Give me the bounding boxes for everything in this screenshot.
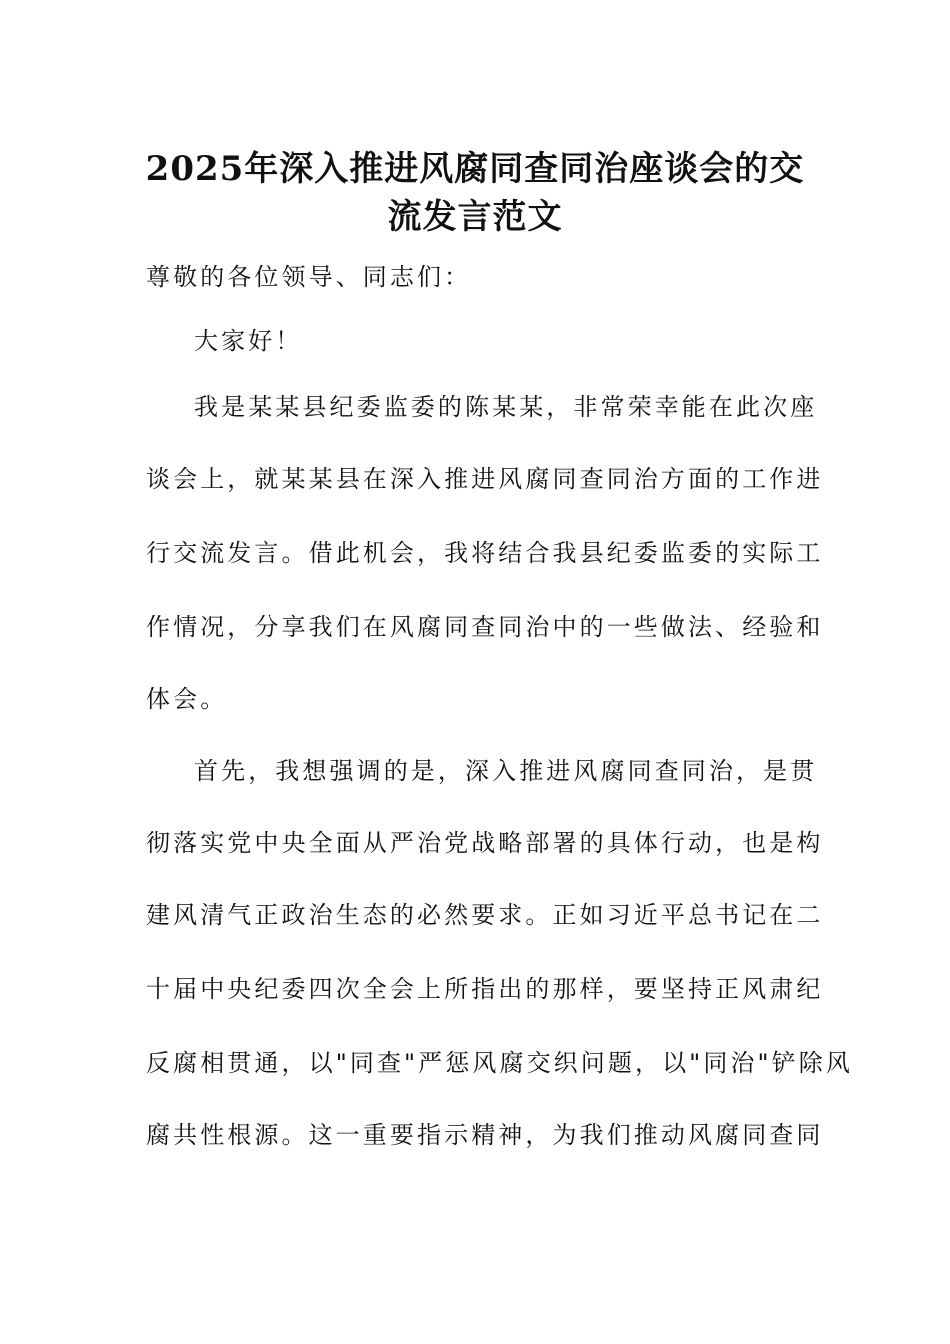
paragraph-1-line-1: 我是某某县纪委监委的陈某某，非常荣幸能在此次座 [194,393,818,421]
document-title-line-2: 流发言范文 [387,197,563,237]
paragraph-2-line-6: 腐共性根源。这一重要指示精神，为我们推动风腐同查同 [146,1121,824,1149]
paragraph-2-line-2: 彻落实党中央全面从严治党战略部署的具体行动，也是构 [146,829,824,857]
paragraph-1-line-3: 行交流发言。借此机会，我将结合我县纪委监委的实际工 [146,539,824,567]
paragraph-2-line-1: 首先，我想强调的是，深入推进风腐同查同治，是贯 [194,757,818,785]
paragraph-1-line-4: 作情况，分享我们在风腐同查同治中的一些做法、经验和 [146,613,824,641]
salutation: 尊敬的各位领导、同志们： [146,263,472,291]
document-title-line-1: 2025年深入推进风腐同查同治座谈会的交 [145,149,805,189]
greeting: 大家好！ [194,327,303,355]
paragraph-1-line-2: 谈会上，就某某县在深入推进风腐同查同治方面的工作进 [146,465,824,493]
paragraph-2-line-3: 建风清气正政治生态的必然要求。正如习近平总书记在二 [146,901,824,929]
paragraph-1-line-5: 体会。 [146,685,228,713]
paragraph-2-line-4: 十届中央纪委四次全会上所指出的那样，要坚持正风肃纪 [146,975,824,1003]
paragraph-2-line-5: 反腐相贯通，以"同查"严惩风腐交织问题，以"同治"铲除风 [146,1049,853,1077]
